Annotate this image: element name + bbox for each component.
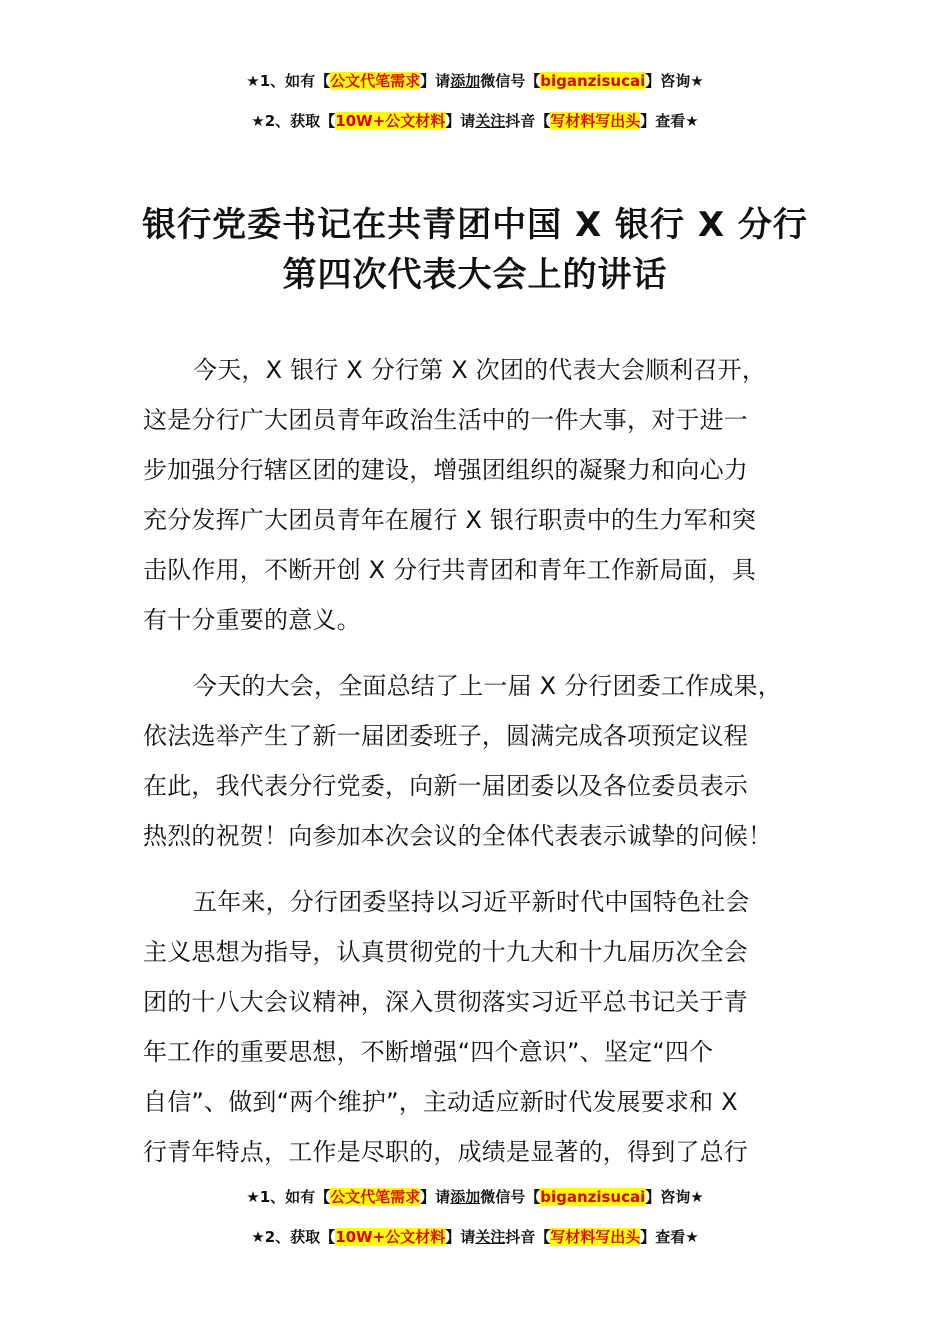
banner-text: 微信号【 <box>480 1188 541 1206</box>
top-banner-line-2 <box>0 110 950 132</box>
text-line: 步加强分行辖区团的建设，增强团组织的凝聚力和向心力 <box>143 456 748 484</box>
paragraph-1 <box>143 345 833 645</box>
banner-text: ★1、如有【 <box>246 1188 331 1206</box>
banner-text: 】请 <box>420 1188 451 1206</box>
banner-highlight-douyin: 写材料写出头 <box>550 1228 641 1246</box>
text-line: 击队作用，不断开创 X 分行共青团和青年工作新局面，具 <box>143 556 757 584</box>
banner-text: 微信号【 <box>480 72 541 90</box>
text-line: 今天的大会，全面总结了上一届 X 分行团委工作成果， <box>193 672 782 700</box>
banner-text: 抖音【 <box>505 112 551 130</box>
text-line: 年工作的重要思想，不断增强“四个意识”、坚定“四个 <box>143 1038 714 1066</box>
banner-text: 】咨询★ <box>645 72 704 90</box>
document-title-line-1: 银行党委书记在共青团中国 X 银行 X 分行 <box>142 205 808 245</box>
banner-underline: 关注 <box>475 112 506 130</box>
banner-underline: 添加 <box>450 72 481 90</box>
document-title-line-2: 第四次代表大会上的讲话 <box>282 255 668 295</box>
banner-highlight-wechat-id: biganzisucai <box>540 1188 646 1206</box>
text-line: 充分发挥广大团员青年在履行 X 银行职责中的生力军和突 <box>143 506 757 534</box>
banner-text: 】咨询★ <box>645 1188 704 1206</box>
banner-highlight-materials: 10W+公文材料 <box>335 112 446 130</box>
text-line: 热烈的祝贺！向参加本次会议的全体代表表示诚挚的问候！ <box>143 822 773 850</box>
banner-text: ★2、获取【 <box>251 112 336 130</box>
document-body <box>143 345 833 1177</box>
banner-text: 】请 <box>420 72 451 90</box>
text-line: 五年来，分行团委坚持以习近平新时代中国特色社会 <box>193 888 750 916</box>
text-line: 这是分行广大团员青年政治生活中的一件大事，对于进一 <box>143 406 748 434</box>
paragraph-3 <box>143 877 833 1177</box>
banner-text: 】查看★ <box>640 1228 699 1246</box>
banner-highlight-wechat-id: biganzisucai <box>540 72 646 90</box>
banner-highlight-douyin: 写材料写出头 <box>550 112 641 130</box>
text-line: 有十分重要的意义。 <box>143 606 361 634</box>
banner-highlight-service: 公文代笔需求 <box>330 1188 421 1206</box>
banner-text: 】查看★ <box>640 112 699 130</box>
top-banner-line-1 <box>0 70 950 92</box>
text-line: 行青年特点，工作是尽职的，成绩是显著的，得到了总行 <box>143 1138 748 1166</box>
text-line: 团的十八大会议精神，深入贯彻落实习近平总书记关于青 <box>143 988 748 1016</box>
paragraph-2 <box>143 661 833 861</box>
banner-text: ★2、获取【 <box>251 1228 336 1246</box>
banner-highlight-service: 公文代笔需求 <box>330 72 421 90</box>
banner-underline: 关注 <box>475 1228 506 1246</box>
banner-highlight-materials: 10W+公文材料 <box>335 1228 446 1246</box>
banner-text: 抖音【 <box>505 1228 551 1246</box>
bottom-banner-line-1 <box>0 1186 950 1208</box>
text-line: 在此，我代表分行党委，向新一届团委以及各位委员表示 <box>143 772 748 800</box>
text-line: 依法选举产生了新一届团委班子，圆满完成各项预定议程 <box>143 722 748 750</box>
bottom-banner-line-2 <box>0 1226 950 1248</box>
banner-text: 】请 <box>445 1228 476 1246</box>
banner-text: ★1、如有【 <box>246 72 331 90</box>
banner-underline: 添加 <box>450 1188 481 1206</box>
text-line: 主义思想为指导，认真贯彻党的十九大和十九届历次全会 <box>143 938 748 966</box>
text-line: 今天，X 银行 X 分行第 X 次团的代表大会顺利召开， <box>193 356 767 384</box>
text-line: 自信”、做到“两个维护”，主动适应新时代发展要求和 X <box>143 1088 738 1116</box>
banner-text: 】请 <box>445 112 476 130</box>
